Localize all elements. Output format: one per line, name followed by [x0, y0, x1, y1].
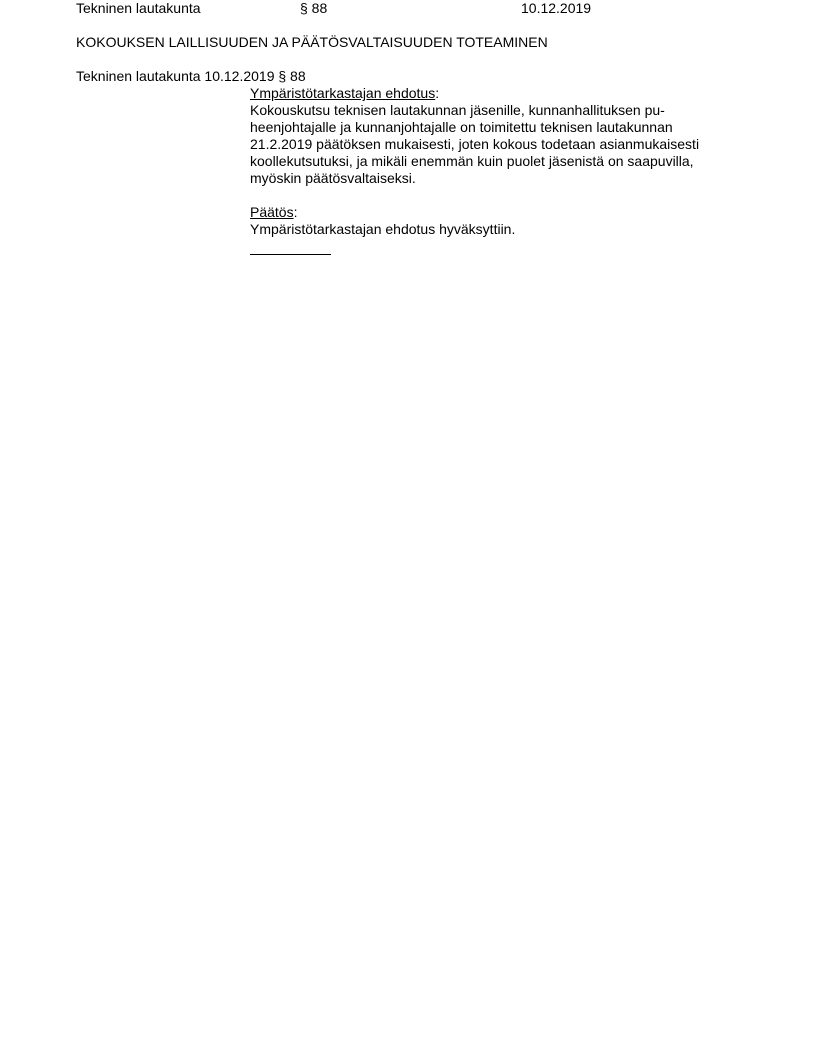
proposal-line: 21.2.2019 päätöksen mukaisesti, joten kokous todetaan asianmukaisesti	[250, 136, 700, 152]
content-column	[250, 85, 740, 255]
proposal-heading	[250, 85, 740, 102]
proposal-line: heenjohtajalle ja kunnanjohtajalle on toimitettu teknisen lautakunnan	[250, 119, 673, 135]
end-rule-divider	[250, 254, 331, 255]
proposal-label: Ympäristötarkastajan ehdotus	[250, 85, 436, 101]
proposal-label-colon: :	[435, 85, 440, 101]
meeting-reference: Tekninen lautakunta 10.12.2019 § 88	[76, 68, 306, 84]
decision-heading	[250, 204, 740, 221]
spacer	[250, 187, 740, 204]
decision-label: Päätös	[250, 204, 294, 220]
header-board-name: Tekninen lautakunta	[76, 0, 201, 16]
decision-text: Ympäristötarkastajan ehdotus hyväksyttiin.	[250, 221, 516, 237]
header-date: 10.12.2019	[521, 0, 592, 16]
proposal-text	[250, 102, 740, 187]
decision-label-colon: :	[293, 204, 298, 220]
proposal-line: myöskin päätösvaltaiseksi.	[250, 170, 416, 186]
proposal-line: Kokouskutsu teknisen lautakunnan jäsenille, kunnanhallituksen pu-	[250, 102, 665, 118]
proposal-line: koollekutsutuksi, ja mikäli enemmän kuin puolet jäsenistä on saapuvilla,	[250, 153, 694, 169]
header-section-number: § 88	[300, 0, 328, 16]
document-title: KOKOUKSEN LAILLISUUDEN JA PÄÄTÖSVALTAISUUDEN TOTEAMINEN	[76, 34, 548, 50]
